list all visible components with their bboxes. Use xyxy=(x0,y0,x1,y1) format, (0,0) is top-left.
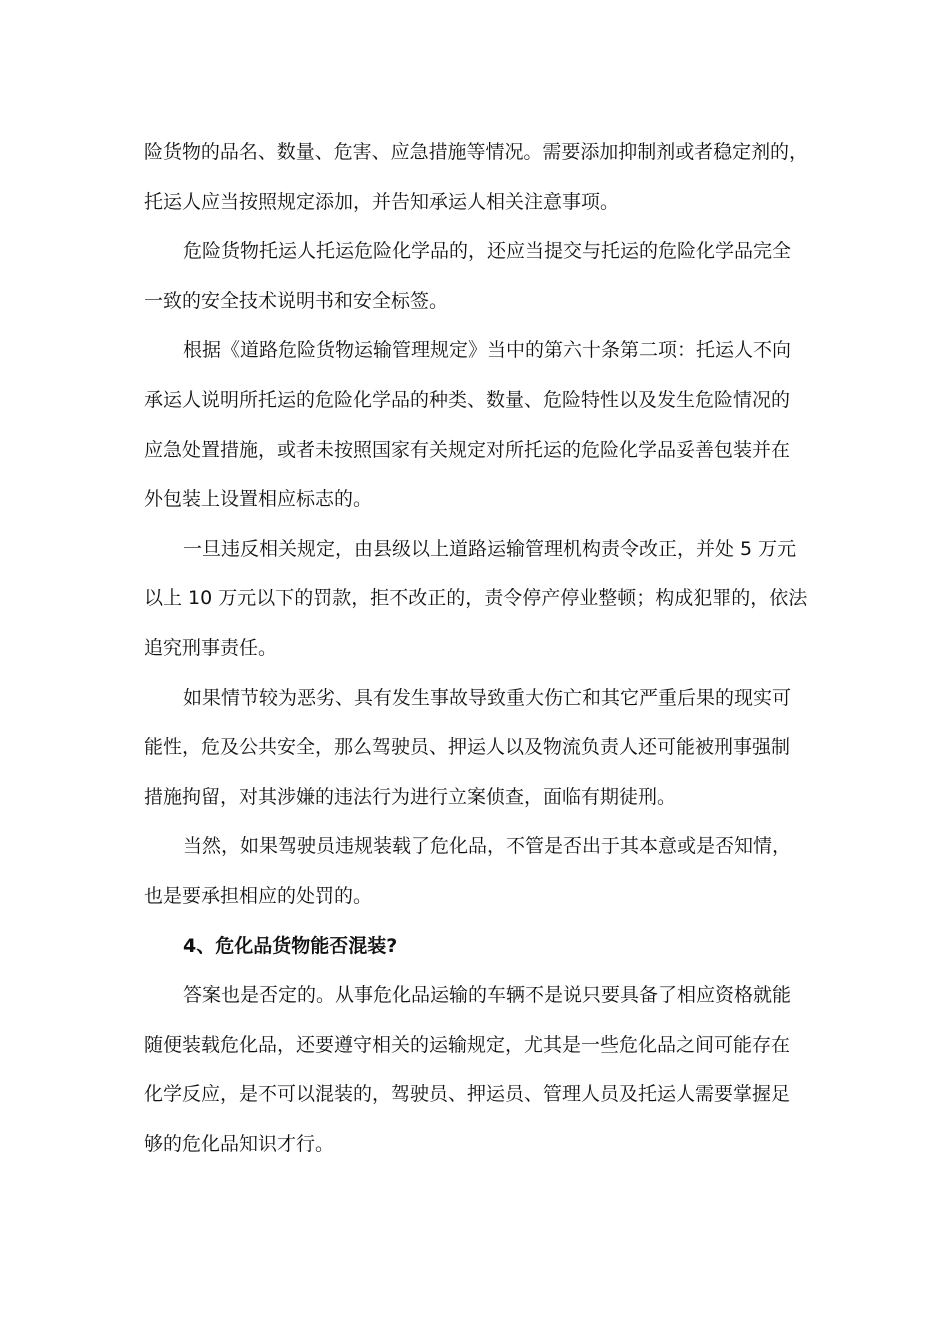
text-line: 追究刑事责任。 xyxy=(144,636,278,659)
text-line: 够的危化品知识才行。 xyxy=(144,1132,335,1155)
text-line: 化学反应，是不可以混装的，驾驶员、押运员、管理人员及托运人需要掌握足 xyxy=(144,1083,791,1106)
text-line: 根据《道路危险货物运输管理规定》当中的第六十条第二项：托运人不向 xyxy=(183,339,792,362)
text-line: 承运人说明所托运的危险化学品的种类、数量、危险特性以及发生危险情况的 xyxy=(144,388,791,411)
text-line: 托运人应当按照规定添加，并告知承运人相关注意事项。 xyxy=(144,190,620,213)
text-line: 随便装载危化品，还要遵守相关的运输规定，尤其是一些危化品之间可能存在 xyxy=(144,1033,791,1056)
text-line: 答案也是否定的。从事危化品运输的车辆不是说只要具备了相应资格就能 xyxy=(183,984,792,1007)
text-line: 一旦违反相关规定，由县级以上道路运输管理机构责令改正，并处 5 万元 xyxy=(183,537,797,560)
document-body xyxy=(144,128,808,1169)
section-heading: 4、危化品货物能否混装? xyxy=(183,934,398,957)
text-line: 能性，危及公共安全，那么驾驶员、押运人以及物流负责人还可能被刑事强制 xyxy=(144,736,791,759)
text-line: 如果情节较为恶劣、具有发生事故导致重大伤亡和其它严重后果的现实可 xyxy=(183,686,792,709)
text-line: 一致的安全技术说明书和安全标签。 xyxy=(144,289,449,312)
text-line: 当然，如果驾驶员违规装载了危化品，不管是否出于其本意或是否知情， xyxy=(183,835,792,858)
text-line: 应急处置措施，或者未按照国家有关规定对所托运的危险化学品妥善包装并在 xyxy=(144,438,791,461)
text-line: 外包装上设置相应标志的。 xyxy=(144,488,373,511)
text-line: 以上 10 万元以下的罚款，拒不改正的，责令停产停业整顿；构成犯罪的，依法 xyxy=(144,587,808,610)
text-line: 措施拘留，对其涉嫌的违法行为进行立案侦查，面临有期徒刑。 xyxy=(144,785,677,808)
text-line: 危险货物托运人托运危险化学品的，还应当提交与托运的危险化学品完全 xyxy=(183,240,792,263)
text-line: 也是要承担相应的处罚的。 xyxy=(144,884,373,907)
text-line: 险货物的品名、数量、危害、应急措施等情况。需要添加抑制剂或者稳定剂的， xyxy=(144,141,808,163)
